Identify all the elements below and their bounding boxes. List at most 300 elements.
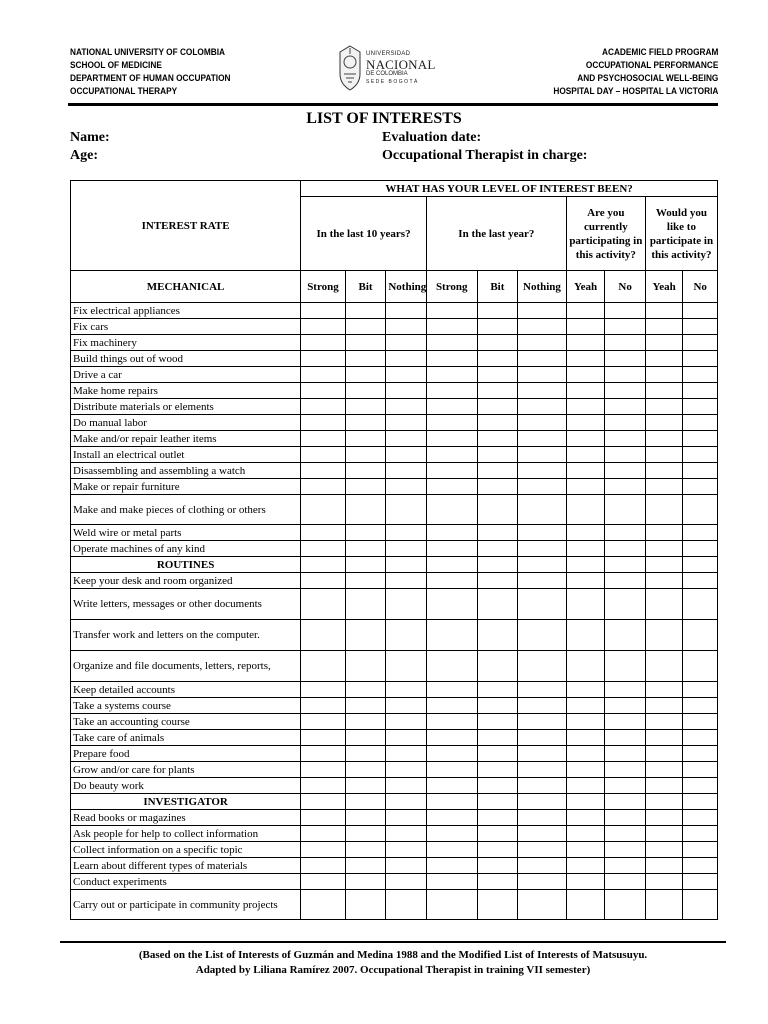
rating-cell[interactable] bbox=[345, 762, 386, 778]
rating-cell[interactable] bbox=[518, 415, 567, 431]
rating-cell[interactable] bbox=[345, 319, 386, 335]
rating-cell[interactable] bbox=[566, 303, 605, 319]
rating-cell[interactable] bbox=[566, 463, 605, 479]
rating-cell[interactable] bbox=[605, 746, 646, 762]
rating-cell[interactable] bbox=[301, 319, 346, 335]
rating-cell[interactable] bbox=[301, 858, 346, 874]
rating-cell[interactable] bbox=[566, 730, 605, 746]
rating-cell[interactable] bbox=[426, 415, 477, 431]
rating-cell[interactable] bbox=[345, 858, 386, 874]
rating-cell[interactable] bbox=[566, 682, 605, 698]
rating-cell[interactable] bbox=[477, 319, 518, 335]
rating-cell[interactable] bbox=[518, 367, 567, 383]
rating-cell[interactable] bbox=[426, 778, 477, 794]
rating-cell[interactable] bbox=[605, 762, 646, 778]
rating-cell[interactable] bbox=[518, 651, 567, 682]
rating-cell[interactable] bbox=[683, 778, 718, 794]
rating-cell[interactable] bbox=[426, 495, 477, 525]
rating-cell[interactable] bbox=[566, 620, 605, 651]
rating-cell[interactable] bbox=[345, 778, 386, 794]
rating-cell[interactable] bbox=[605, 620, 646, 651]
rating-cell[interactable] bbox=[426, 620, 477, 651]
rating-cell[interactable] bbox=[683, 698, 718, 714]
rating-cell[interactable] bbox=[477, 620, 518, 651]
rating-cell[interactable] bbox=[301, 541, 346, 557]
rating-cell[interactable] bbox=[605, 730, 646, 746]
rating-cell[interactable] bbox=[518, 874, 567, 890]
rating-cell[interactable] bbox=[301, 620, 346, 651]
rating-cell[interactable] bbox=[477, 651, 518, 682]
rating-cell[interactable] bbox=[566, 479, 605, 495]
rating-cell[interactable] bbox=[518, 746, 567, 762]
rating-cell[interactable] bbox=[386, 573, 427, 589]
rating-cell[interactable] bbox=[645, 682, 683, 698]
rating-cell[interactable] bbox=[426, 479, 477, 495]
rating-cell[interactable] bbox=[566, 874, 605, 890]
rating-cell[interactable] bbox=[645, 495, 683, 525]
rating-cell[interactable] bbox=[301, 479, 346, 495]
rating-cell[interactable] bbox=[345, 463, 386, 479]
rating-cell[interactable] bbox=[426, 874, 477, 890]
rating-cell[interactable] bbox=[518, 842, 567, 858]
rating-cell[interactable] bbox=[683, 826, 718, 842]
rating-cell[interactable] bbox=[301, 367, 346, 383]
rating-cell[interactable] bbox=[605, 351, 646, 367]
rating-cell[interactable] bbox=[345, 620, 386, 651]
rating-cell[interactable] bbox=[426, 335, 477, 351]
rating-cell[interactable] bbox=[426, 447, 477, 463]
rating-cell[interactable] bbox=[301, 746, 346, 762]
rating-cell[interactable] bbox=[345, 447, 386, 463]
rating-cell[interactable] bbox=[518, 525, 567, 541]
rating-cell[interactable] bbox=[518, 698, 567, 714]
rating-cell[interactable] bbox=[477, 367, 518, 383]
rating-cell[interactable] bbox=[566, 589, 605, 620]
rating-cell[interactable] bbox=[645, 431, 683, 447]
rating-cell[interactable] bbox=[683, 858, 718, 874]
rating-cell[interactable] bbox=[683, 714, 718, 730]
rating-cell[interactable] bbox=[683, 541, 718, 557]
rating-cell[interactable] bbox=[345, 351, 386, 367]
rating-cell[interactable] bbox=[605, 431, 646, 447]
rating-cell[interactable] bbox=[518, 383, 567, 399]
rating-cell[interactable] bbox=[301, 778, 346, 794]
rating-cell[interactable] bbox=[566, 778, 605, 794]
rating-cell[interactable] bbox=[683, 746, 718, 762]
rating-cell[interactable] bbox=[566, 698, 605, 714]
rating-cell[interactable] bbox=[683, 890, 718, 920]
rating-cell[interactable] bbox=[301, 495, 346, 525]
rating-cell[interactable] bbox=[518, 335, 567, 351]
rating-cell[interactable] bbox=[683, 810, 718, 826]
rating-cell[interactable] bbox=[605, 826, 646, 842]
rating-cell[interactable] bbox=[683, 431, 718, 447]
rating-cell[interactable] bbox=[301, 730, 346, 746]
rating-cell[interactable] bbox=[683, 842, 718, 858]
rating-cell[interactable] bbox=[301, 810, 346, 826]
rating-cell[interactable] bbox=[518, 730, 567, 746]
rating-cell[interactable] bbox=[477, 826, 518, 842]
rating-cell[interactable] bbox=[386, 463, 427, 479]
rating-cell[interactable] bbox=[301, 714, 346, 730]
rating-cell[interactable] bbox=[426, 525, 477, 541]
rating-cell[interactable] bbox=[518, 573, 567, 589]
rating-cell[interactable] bbox=[386, 890, 427, 920]
rating-cell[interactable] bbox=[518, 541, 567, 557]
rating-cell[interactable] bbox=[345, 573, 386, 589]
rating-cell[interactable] bbox=[645, 319, 683, 335]
rating-cell[interactable] bbox=[345, 890, 386, 920]
rating-cell[interactable] bbox=[645, 890, 683, 920]
rating-cell[interactable] bbox=[605, 415, 646, 431]
rating-cell[interactable] bbox=[605, 682, 646, 698]
rating-cell[interactable] bbox=[566, 431, 605, 447]
rating-cell[interactable] bbox=[345, 303, 386, 319]
rating-cell[interactable] bbox=[426, 810, 477, 826]
rating-cell[interactable] bbox=[683, 525, 718, 541]
rating-cell[interactable] bbox=[566, 525, 605, 541]
rating-cell[interactable] bbox=[301, 890, 346, 920]
rating-cell[interactable] bbox=[345, 746, 386, 762]
rating-cell[interactable] bbox=[605, 495, 646, 525]
rating-cell[interactable] bbox=[518, 447, 567, 463]
rating-cell[interactable] bbox=[345, 335, 386, 351]
rating-cell[interactable] bbox=[477, 525, 518, 541]
rating-cell[interactable] bbox=[345, 651, 386, 682]
rating-cell[interactable] bbox=[426, 573, 477, 589]
rating-cell[interactable] bbox=[301, 842, 346, 858]
rating-cell[interactable] bbox=[683, 651, 718, 682]
rating-cell[interactable] bbox=[605, 303, 646, 319]
rating-cell[interactable] bbox=[605, 525, 646, 541]
rating-cell[interactable] bbox=[386, 762, 427, 778]
rating-cell[interactable] bbox=[477, 479, 518, 495]
rating-cell[interactable] bbox=[301, 415, 346, 431]
rating-cell[interactable] bbox=[301, 525, 346, 541]
rating-cell[interactable] bbox=[301, 651, 346, 682]
rating-cell[interactable] bbox=[518, 463, 567, 479]
rating-cell[interactable] bbox=[301, 573, 346, 589]
rating-cell[interactable] bbox=[301, 431, 346, 447]
rating-cell[interactable] bbox=[645, 525, 683, 541]
rating-cell[interactable] bbox=[645, 479, 683, 495]
rating-cell[interactable] bbox=[345, 541, 386, 557]
rating-cell[interactable] bbox=[477, 810, 518, 826]
rating-cell[interactable] bbox=[645, 447, 683, 463]
rating-cell[interactable] bbox=[477, 746, 518, 762]
rating-cell[interactable] bbox=[426, 730, 477, 746]
rating-cell[interactable] bbox=[683, 573, 718, 589]
rating-cell[interactable] bbox=[566, 447, 605, 463]
rating-cell[interactable] bbox=[518, 495, 567, 525]
rating-cell[interactable] bbox=[345, 383, 386, 399]
rating-cell[interactable] bbox=[645, 874, 683, 890]
rating-cell[interactable] bbox=[518, 858, 567, 874]
rating-cell[interactable] bbox=[345, 826, 386, 842]
rating-cell[interactable] bbox=[386, 714, 427, 730]
rating-cell[interactable] bbox=[605, 842, 646, 858]
rating-cell[interactable] bbox=[426, 714, 477, 730]
rating-cell[interactable] bbox=[386, 874, 427, 890]
rating-cell[interactable] bbox=[386, 351, 427, 367]
rating-cell[interactable] bbox=[345, 698, 386, 714]
rating-cell[interactable] bbox=[645, 351, 683, 367]
rating-cell[interactable] bbox=[605, 319, 646, 335]
rating-cell[interactable] bbox=[518, 762, 567, 778]
rating-cell[interactable] bbox=[683, 620, 718, 651]
rating-cell[interactable] bbox=[386, 682, 427, 698]
rating-cell[interactable] bbox=[386, 367, 427, 383]
rating-cell[interactable] bbox=[426, 842, 477, 858]
rating-cell[interactable] bbox=[386, 303, 427, 319]
rating-cell[interactable] bbox=[477, 447, 518, 463]
rating-cell[interactable] bbox=[301, 351, 346, 367]
rating-cell[interactable] bbox=[477, 778, 518, 794]
rating-cell[interactable] bbox=[477, 730, 518, 746]
rating-cell[interactable] bbox=[345, 479, 386, 495]
rating-cell[interactable] bbox=[301, 335, 346, 351]
rating-cell[interactable] bbox=[426, 762, 477, 778]
rating-cell[interactable] bbox=[518, 479, 567, 495]
rating-cell[interactable] bbox=[426, 890, 477, 920]
rating-cell[interactable] bbox=[518, 826, 567, 842]
rating-cell[interactable] bbox=[518, 890, 567, 920]
rating-cell[interactable] bbox=[426, 431, 477, 447]
rating-cell[interactable] bbox=[345, 682, 386, 698]
rating-cell[interactable] bbox=[518, 778, 567, 794]
rating-cell[interactable] bbox=[301, 303, 346, 319]
rating-cell[interactable] bbox=[518, 303, 567, 319]
rating-cell[interactable] bbox=[345, 810, 386, 826]
rating-cell[interactable] bbox=[301, 698, 346, 714]
rating-cell[interactable] bbox=[477, 383, 518, 399]
rating-cell[interactable] bbox=[386, 651, 427, 682]
rating-cell[interactable] bbox=[645, 541, 683, 557]
rating-cell[interactable] bbox=[386, 746, 427, 762]
rating-cell[interactable] bbox=[386, 399, 427, 415]
rating-cell[interactable] bbox=[566, 383, 605, 399]
rating-cell[interactable] bbox=[301, 399, 346, 415]
rating-cell[interactable] bbox=[426, 367, 477, 383]
rating-cell[interactable] bbox=[645, 303, 683, 319]
rating-cell[interactable] bbox=[477, 399, 518, 415]
rating-cell[interactable] bbox=[426, 541, 477, 557]
rating-cell[interactable] bbox=[345, 399, 386, 415]
rating-cell[interactable] bbox=[605, 447, 646, 463]
rating-cell[interactable] bbox=[386, 319, 427, 335]
rating-cell[interactable] bbox=[477, 463, 518, 479]
rating-cell[interactable] bbox=[683, 399, 718, 415]
rating-cell[interactable] bbox=[683, 319, 718, 335]
rating-cell[interactable] bbox=[345, 495, 386, 525]
rating-cell[interactable] bbox=[645, 698, 683, 714]
rating-cell[interactable] bbox=[518, 351, 567, 367]
rating-cell[interactable] bbox=[683, 383, 718, 399]
rating-cell[interactable] bbox=[645, 858, 683, 874]
rating-cell[interactable] bbox=[605, 589, 646, 620]
rating-cell[interactable] bbox=[386, 858, 427, 874]
rating-cell[interactable] bbox=[386, 826, 427, 842]
rating-cell[interactable] bbox=[518, 810, 567, 826]
rating-cell[interactable] bbox=[645, 778, 683, 794]
rating-cell[interactable] bbox=[386, 383, 427, 399]
rating-cell[interactable] bbox=[605, 651, 646, 682]
rating-cell[interactable] bbox=[605, 890, 646, 920]
rating-cell[interactable] bbox=[645, 367, 683, 383]
rating-cell[interactable] bbox=[518, 682, 567, 698]
rating-cell[interactable] bbox=[605, 335, 646, 351]
rating-cell[interactable] bbox=[345, 525, 386, 541]
rating-cell[interactable] bbox=[683, 479, 718, 495]
rating-cell[interactable] bbox=[605, 714, 646, 730]
rating-cell[interactable] bbox=[566, 858, 605, 874]
rating-cell[interactable] bbox=[386, 495, 427, 525]
rating-cell[interactable] bbox=[345, 367, 386, 383]
rating-cell[interactable] bbox=[426, 383, 477, 399]
rating-cell[interactable] bbox=[605, 858, 646, 874]
rating-cell[interactable] bbox=[566, 714, 605, 730]
rating-cell[interactable] bbox=[426, 746, 477, 762]
rating-cell[interactable] bbox=[426, 319, 477, 335]
rating-cell[interactable] bbox=[426, 303, 477, 319]
rating-cell[interactable] bbox=[426, 858, 477, 874]
rating-cell[interactable] bbox=[605, 367, 646, 383]
rating-cell[interactable] bbox=[477, 335, 518, 351]
rating-cell[interactable] bbox=[683, 762, 718, 778]
rating-cell[interactable] bbox=[683, 589, 718, 620]
rating-cell[interactable] bbox=[301, 463, 346, 479]
rating-cell[interactable] bbox=[477, 303, 518, 319]
rating-cell[interactable] bbox=[386, 810, 427, 826]
rating-cell[interactable] bbox=[683, 335, 718, 351]
rating-cell[interactable] bbox=[605, 541, 646, 557]
rating-cell[interactable] bbox=[566, 541, 605, 557]
rating-cell[interactable] bbox=[426, 351, 477, 367]
rating-cell[interactable] bbox=[386, 415, 427, 431]
rating-cell[interactable] bbox=[477, 431, 518, 447]
rating-cell[interactable] bbox=[426, 698, 477, 714]
rating-cell[interactable] bbox=[605, 810, 646, 826]
rating-cell[interactable] bbox=[645, 383, 683, 399]
rating-cell[interactable] bbox=[518, 714, 567, 730]
rating-cell[interactable] bbox=[566, 399, 605, 415]
rating-cell[interactable] bbox=[605, 874, 646, 890]
rating-cell[interactable] bbox=[645, 762, 683, 778]
rating-cell[interactable] bbox=[426, 399, 477, 415]
rating-cell[interactable] bbox=[386, 525, 427, 541]
rating-cell[interactable] bbox=[301, 874, 346, 890]
rating-cell[interactable] bbox=[566, 746, 605, 762]
rating-cell[interactable] bbox=[386, 620, 427, 651]
rating-cell[interactable] bbox=[683, 351, 718, 367]
rating-cell[interactable] bbox=[426, 826, 477, 842]
rating-cell[interactable] bbox=[566, 573, 605, 589]
rating-cell[interactable] bbox=[477, 842, 518, 858]
rating-cell[interactable] bbox=[683, 874, 718, 890]
rating-cell[interactable] bbox=[605, 463, 646, 479]
rating-cell[interactable] bbox=[477, 762, 518, 778]
rating-cell[interactable] bbox=[386, 479, 427, 495]
rating-cell[interactable] bbox=[518, 399, 567, 415]
rating-cell[interactable] bbox=[477, 682, 518, 698]
rating-cell[interactable] bbox=[345, 714, 386, 730]
rating-cell[interactable] bbox=[566, 890, 605, 920]
rating-cell[interactable] bbox=[566, 335, 605, 351]
rating-cell[interactable] bbox=[345, 842, 386, 858]
rating-cell[interactable] bbox=[301, 383, 346, 399]
rating-cell[interactable] bbox=[477, 714, 518, 730]
rating-cell[interactable] bbox=[605, 698, 646, 714]
rating-cell[interactable] bbox=[518, 431, 567, 447]
rating-cell[interactable] bbox=[477, 541, 518, 557]
rating-cell[interactable] bbox=[345, 415, 386, 431]
rating-cell[interactable] bbox=[605, 778, 646, 794]
rating-cell[interactable] bbox=[345, 589, 386, 620]
rating-cell[interactable] bbox=[477, 495, 518, 525]
rating-cell[interactable] bbox=[426, 463, 477, 479]
rating-cell[interactable] bbox=[345, 874, 386, 890]
rating-cell[interactable] bbox=[426, 651, 477, 682]
rating-cell[interactable] bbox=[605, 399, 646, 415]
rating-cell[interactable] bbox=[645, 620, 683, 651]
rating-cell[interactable] bbox=[477, 351, 518, 367]
rating-cell[interactable] bbox=[386, 730, 427, 746]
rating-cell[interactable] bbox=[683, 447, 718, 463]
rating-cell[interactable] bbox=[386, 447, 427, 463]
rating-cell[interactable] bbox=[518, 319, 567, 335]
rating-cell[interactable] bbox=[645, 746, 683, 762]
rating-cell[interactable] bbox=[566, 351, 605, 367]
rating-cell[interactable] bbox=[477, 858, 518, 874]
rating-cell[interactable] bbox=[566, 842, 605, 858]
rating-cell[interactable] bbox=[345, 730, 386, 746]
rating-cell[interactable] bbox=[477, 573, 518, 589]
rating-cell[interactable] bbox=[477, 589, 518, 620]
rating-cell[interactable] bbox=[605, 479, 646, 495]
rating-cell[interactable] bbox=[645, 651, 683, 682]
rating-cell[interactable] bbox=[645, 463, 683, 479]
rating-cell[interactable] bbox=[645, 589, 683, 620]
rating-cell[interactable] bbox=[301, 826, 346, 842]
rating-cell[interactable] bbox=[386, 698, 427, 714]
rating-cell[interactable] bbox=[301, 682, 346, 698]
rating-cell[interactable] bbox=[301, 589, 346, 620]
rating-cell[interactable] bbox=[645, 399, 683, 415]
rating-cell[interactable] bbox=[477, 415, 518, 431]
rating-cell[interactable] bbox=[477, 890, 518, 920]
rating-cell[interactable] bbox=[566, 367, 605, 383]
rating-cell[interactable] bbox=[683, 730, 718, 746]
rating-cell[interactable] bbox=[566, 319, 605, 335]
rating-cell[interactable] bbox=[566, 495, 605, 525]
rating-cell[interactable] bbox=[386, 431, 427, 447]
rating-cell[interactable] bbox=[518, 620, 567, 651]
rating-cell[interactable] bbox=[301, 762, 346, 778]
rating-cell[interactable] bbox=[683, 682, 718, 698]
rating-cell[interactable] bbox=[645, 415, 683, 431]
rating-cell[interactable] bbox=[683, 463, 718, 479]
rating-cell[interactable] bbox=[386, 541, 427, 557]
rating-cell[interactable] bbox=[645, 810, 683, 826]
rating-cell[interactable] bbox=[345, 431, 386, 447]
rating-cell[interactable] bbox=[386, 778, 427, 794]
rating-cell[interactable] bbox=[386, 842, 427, 858]
rating-cell[interactable] bbox=[386, 589, 427, 620]
rating-cell[interactable] bbox=[683, 303, 718, 319]
rating-cell[interactable] bbox=[645, 573, 683, 589]
rating-cell[interactable] bbox=[645, 714, 683, 730]
rating-cell[interactable] bbox=[645, 842, 683, 858]
